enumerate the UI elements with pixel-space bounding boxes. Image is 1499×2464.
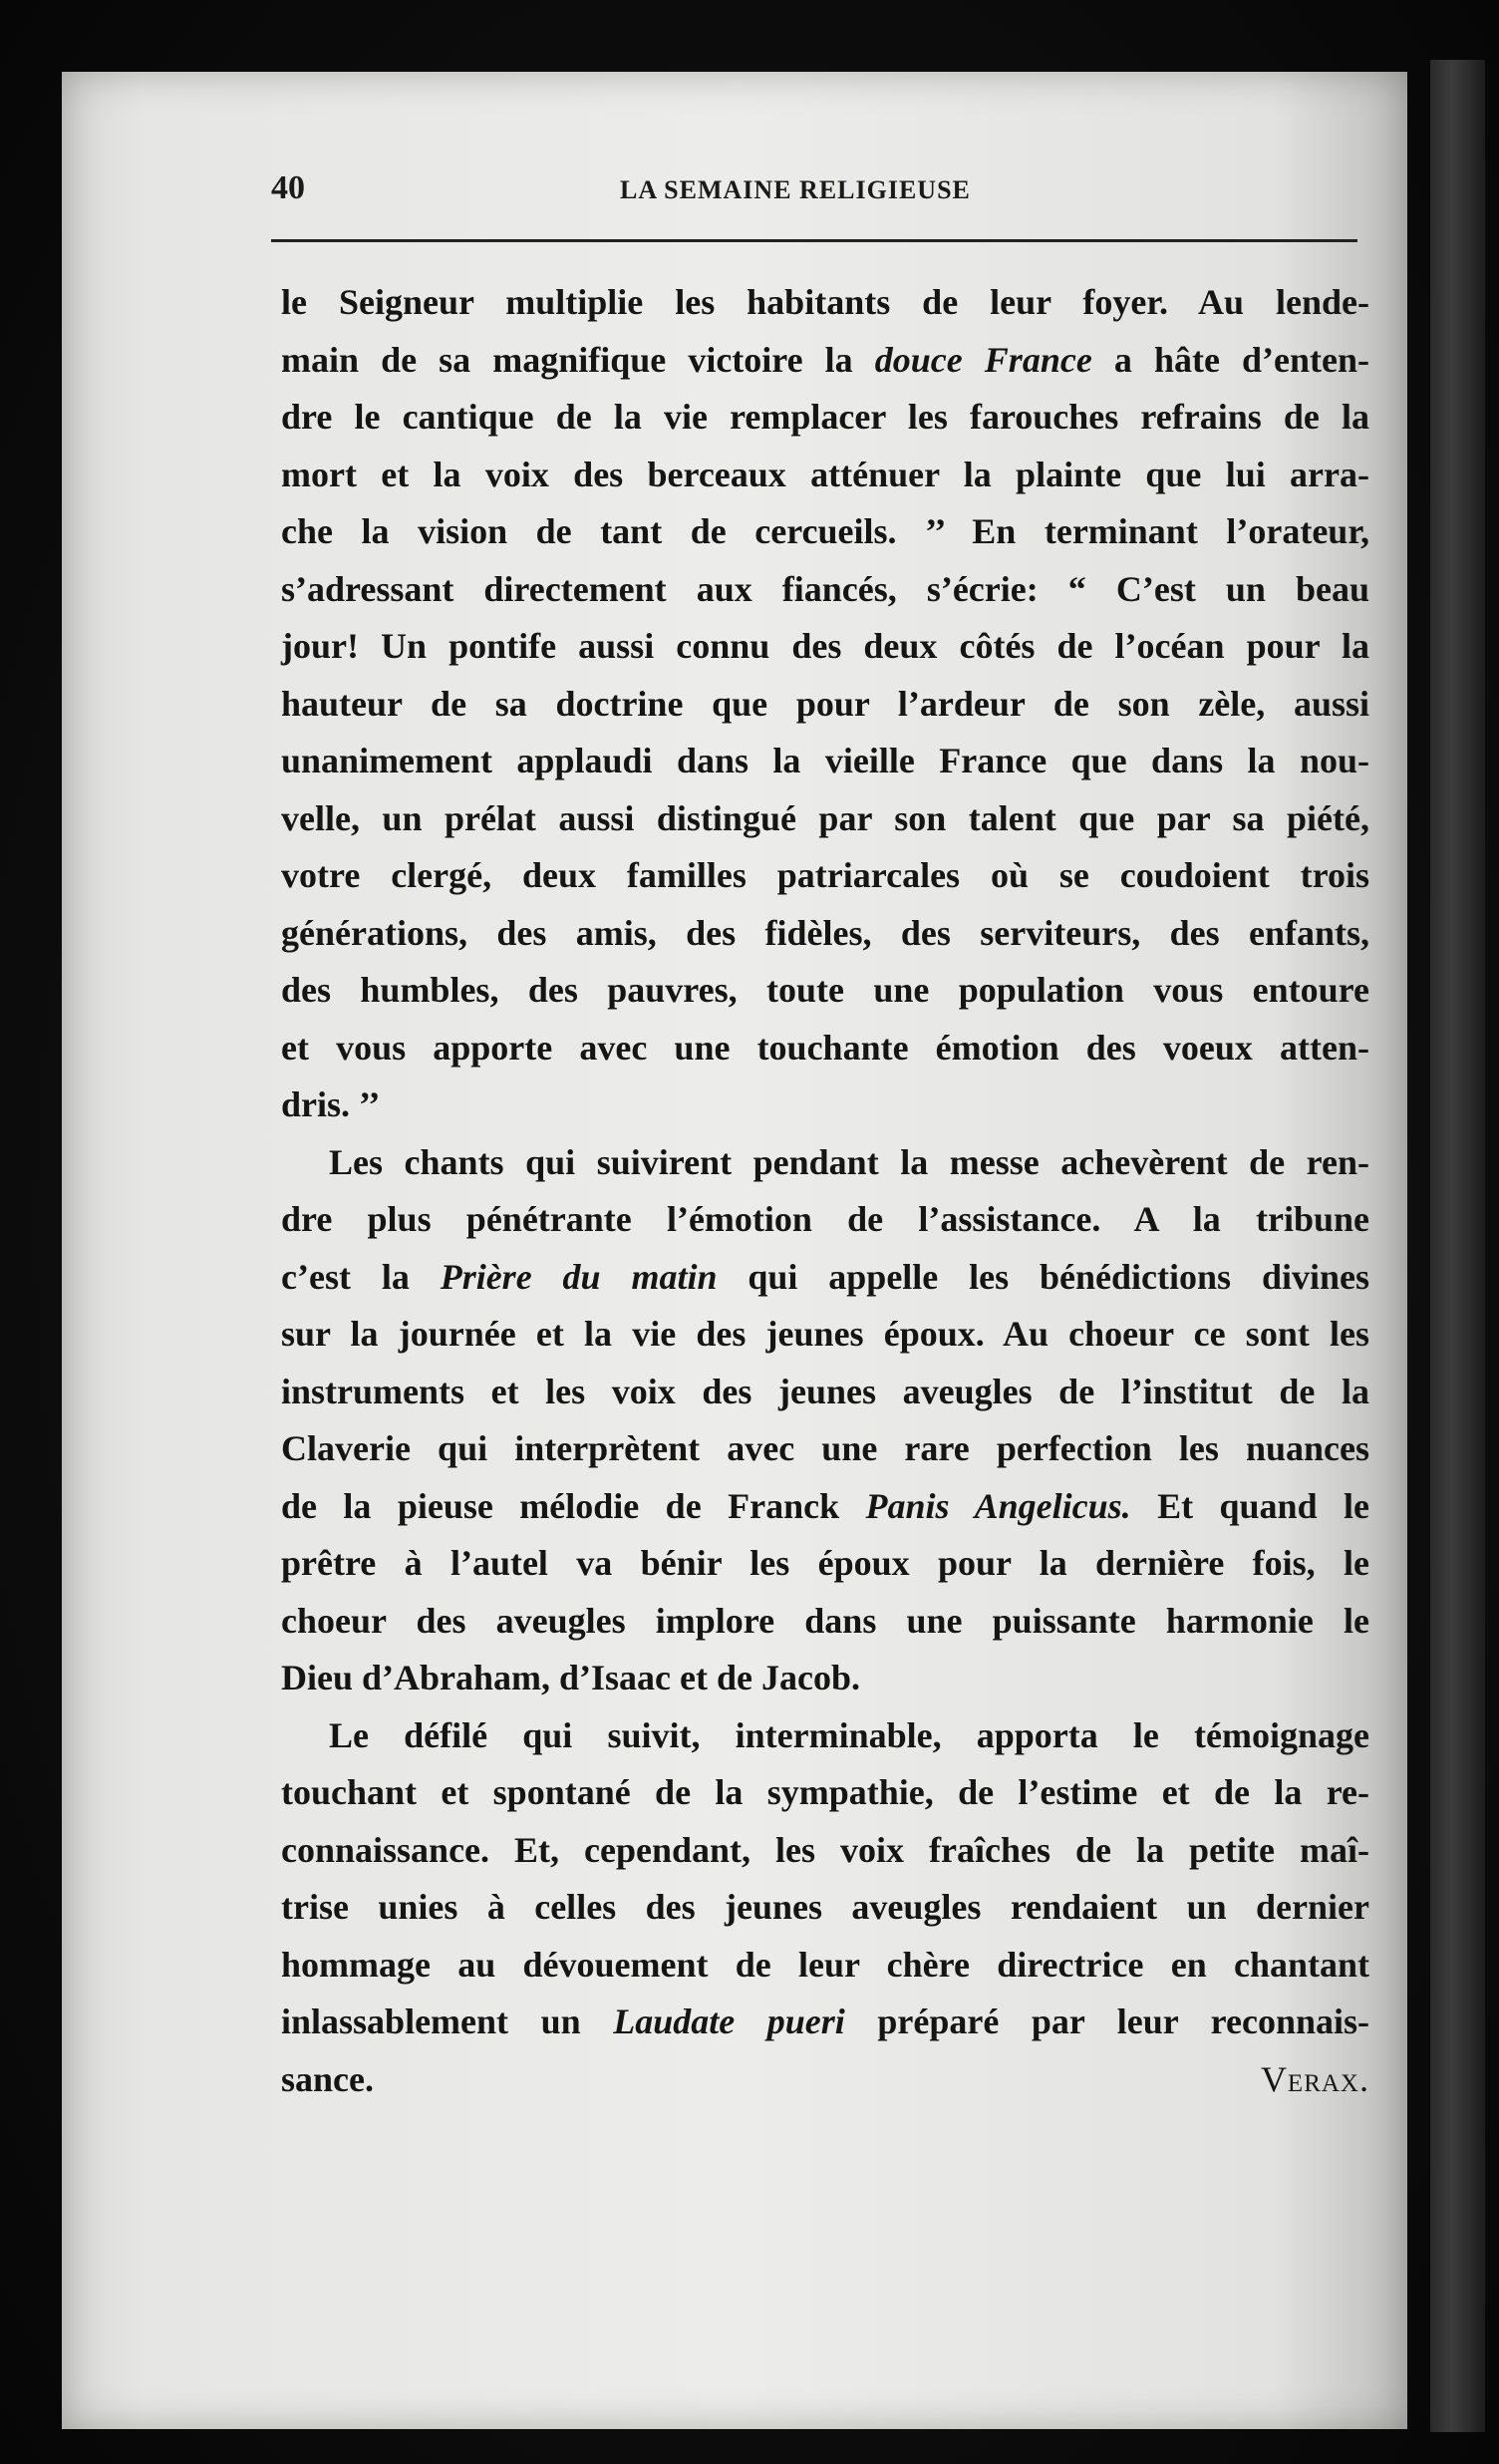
text-line: le Seigneur multiplie les habitants de leur foyer. Au lende- [281, 282, 1369, 322]
text-line: trise unies à celles des jeunes aveugles rendaient un dernier [281, 1887, 1369, 1927]
text-line: mort et la voix des berceaux atténuer la plainte que lui arra- [281, 454, 1369, 494]
text-line: hommage au dévouement de leur chère directrice en chantant [281, 1944, 1369, 1985]
text-line: che la vision de tant de cercueils. ’’ En terminant l’orateur, [281, 511, 1369, 551]
text-line: choeur des aveugles implore dans une puissante harmonie le [281, 1600, 1369, 1641]
text-line: et vous apporte avec une touchante émotion des voeux atten- [281, 1027, 1369, 1068]
text-line: dris. ’’ [281, 1084, 381, 1124]
text-span: Et quand le [1130, 1485, 1369, 1526]
text-line: générations, des amis, des fidèles, des serviteurs, des enfants, [281, 912, 1369, 953]
text-line: des humbles, des pauvres, toute une population vous entoure [281, 970, 1369, 1010]
text-line: dre plus pénétrante l’émotion de l’assistance. A la tribune [281, 1199, 1369, 1239]
text-line: jour! Un pontife aussi connu des deux côtés de l’océan pour la [281, 626, 1369, 666]
text-line: Claverie qui interprètent avec une rare perfection les nuances [281, 1428, 1369, 1468]
text-line: sur la journée et la vie des jeunes époux. Au choeur ce sont les [281, 1314, 1369, 1354]
text-span: inlassablement un [281, 2002, 614, 2041]
text-line: hauteur de sa doctrine que pour l’ardeur de son zèle, aussi [281, 683, 1369, 724]
text-line: Les chants qui suivirent pendant la messe achevèrent de ren- [329, 1141, 1369, 1182]
text-line: s’adressant directement aux fiancés, s’écrie: “ C’est un beau [281, 568, 1369, 609]
text-line [281, 332, 1369, 390]
text-line [281, 1249, 1369, 1307]
text-line: unanimement applaudi dans la vieille France que dans la nou- [281, 741, 1369, 780]
text-line: instruments et les voix des jeunes aveugles de l’institut de la [281, 1371, 1369, 1411]
author-signature: Verax. [1260, 2058, 1369, 2099]
text-line [281, 2051, 1369, 2109]
text-span: main de sa magnifique victoire la [281, 339, 875, 380]
text-span: qui appelle les bénédictions divines [717, 1256, 1369, 1297]
text-line [281, 1478, 1369, 1536]
text-span: a hâte d’enten- [1091, 339, 1369, 380]
text-span: de la pieuse mélodie de Franck [281, 1485, 866, 1526]
body-text [281, 274, 1369, 2108]
text-line: dre le cantique de la vie remplacer les farouches refrains de la [281, 397, 1369, 437]
text-span: sance. [281, 2058, 374, 2099]
italic-title: Panis Angelicus. [865, 1485, 1131, 1526]
text-line: prêtre à l’autel va bénir les époux pour la dernière fois, le [281, 1543, 1369, 1583]
header-rule [271, 239, 1357, 242]
text-line: votre clergé, deux familles patriarcales où se coudoient trois [281, 855, 1369, 895]
text-line [281, 1994, 1369, 2051]
page-header [271, 169, 1357, 219]
italic-title: Prière du matin [440, 1256, 718, 1297]
italic-title: douce France [874, 339, 1092, 380]
text-line: Le défilé qui suivit, interminable, apporta le témoignage [329, 1714, 1369, 1755]
italic-title: Laudate pueri [613, 2002, 845, 2041]
text-line: Dieu d’Abraham, d’Isaac et de Jacob. [281, 1658, 860, 1697]
text-line: connaissance. Et, cependant, les voix fraîches de la petite maî- [281, 1829, 1369, 1870]
running-title: LA SEMAINE RELIGIEUSE [620, 175, 971, 204]
text-span: préparé par leur reconnais- [844, 2002, 1369, 2041]
text-line: velle, un prélat aussi distingué par son talent que par sa piété, [281, 797, 1369, 838]
adjacent-page-edge [1430, 60, 1485, 2432]
text-span: c’est la [281, 1256, 441, 1297]
text-line: touchant et spontané de la sympathie, de l’estime et de la re- [281, 1772, 1369, 1812]
page-number: 40 [271, 169, 305, 206]
